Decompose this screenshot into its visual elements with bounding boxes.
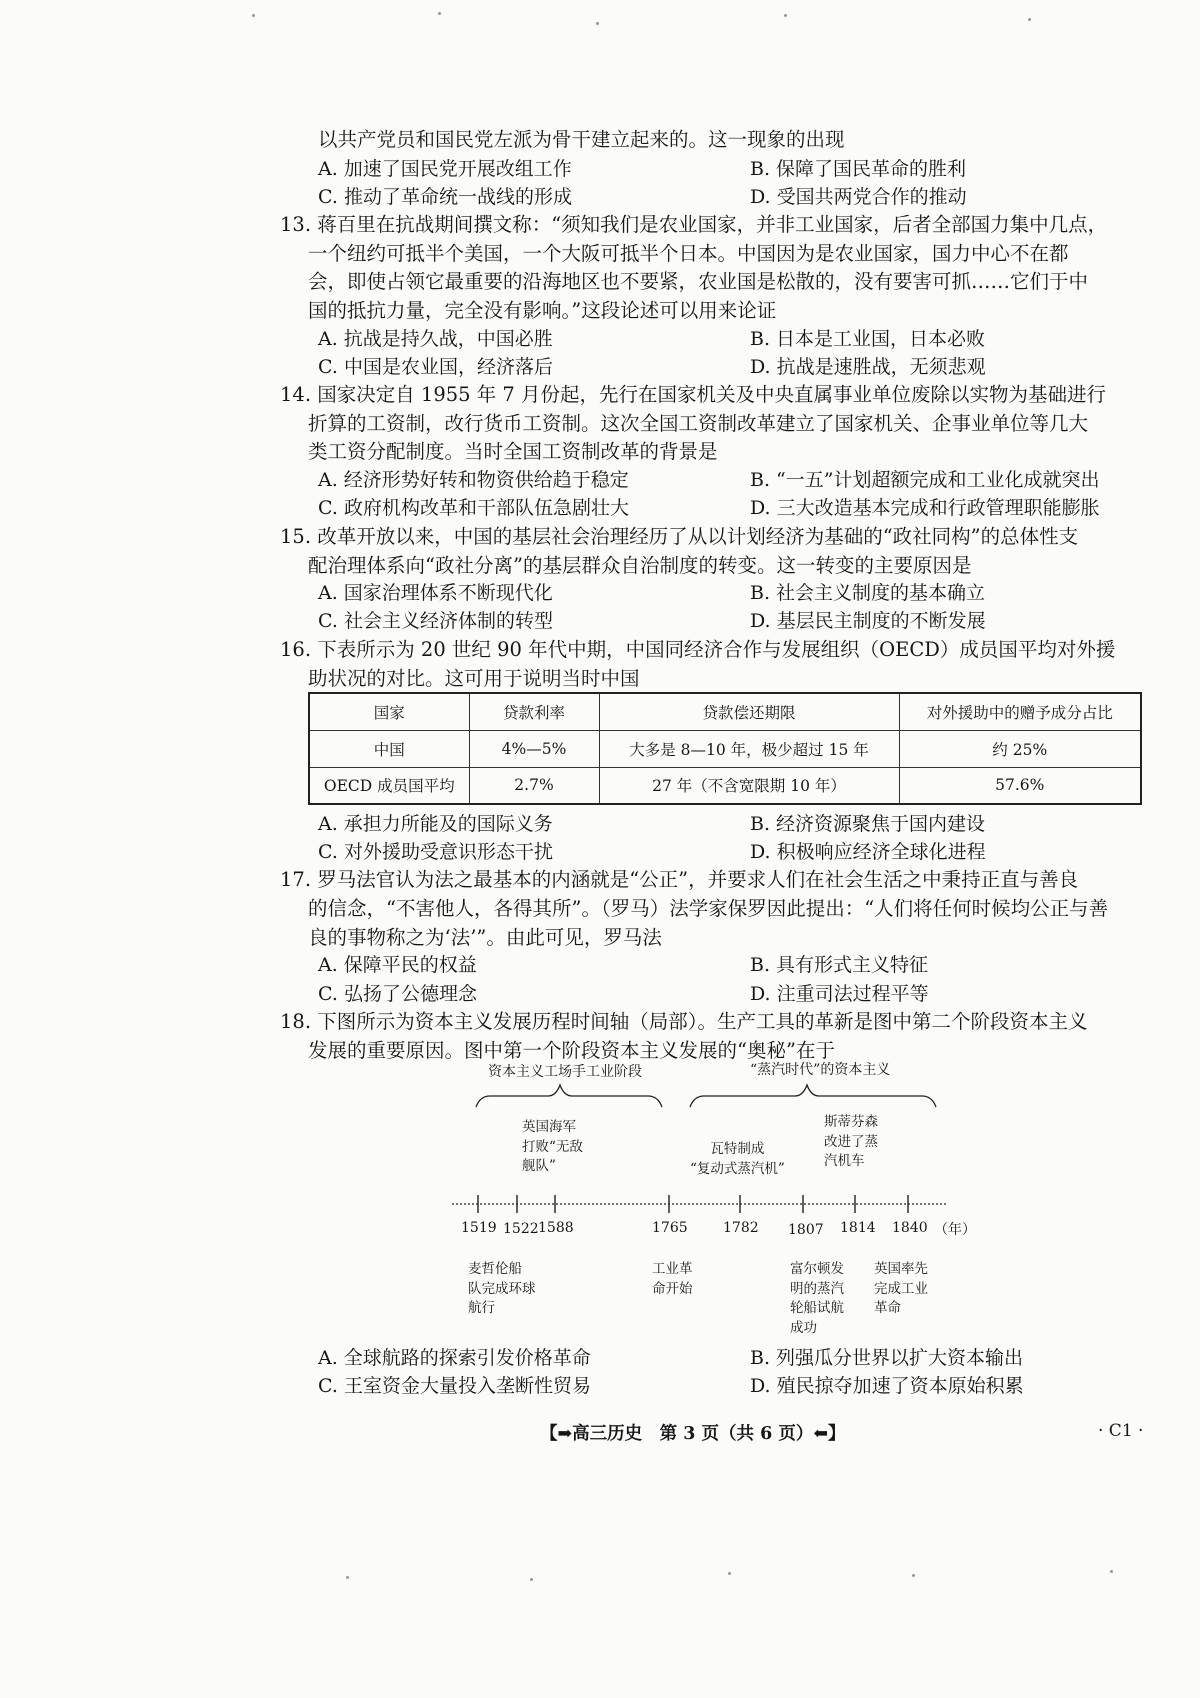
- year-label: 1765: [652, 1220, 688, 1236]
- aid-comparison-table: [308, 692, 1142, 805]
- table-cell: 27 年（不含宽限期 10 年）: [599, 767, 899, 804]
- scan-speck: [728, 1572, 731, 1575]
- option-d[interactable]: D. 受国共两党合作的推动: [750, 186, 967, 208]
- option-a[interactable]: A. 加速了国民党开展改组工作: [318, 158, 572, 180]
- event-text: 明的蒸汽: [790, 1280, 844, 1297]
- table-row: [309, 767, 1141, 804]
- option-b[interactable]: B. 具有形式主义特征: [750, 954, 929, 976]
- event-text: 富尔顿发: [790, 1261, 844, 1277]
- option-d[interactable]: D. 殖民掠夺加速了资本原始积累: [750, 1375, 1024, 1397]
- question-text-line: 类工资分配制度。当时全国工资制改革的背景是: [308, 440, 718, 463]
- option-b[interactable]: B. 保障了国民革命的胜利: [750, 158, 967, 180]
- option-c[interactable]: C. 社会主义经济体制的转型: [318, 610, 553, 632]
- year-label: 1519: [461, 1220, 497, 1236]
- event-1765-annotation: [652, 1260, 693, 1299]
- paper-code: · C1 ·: [1098, 1421, 1144, 1441]
- question-text-line: 国的抵抗力量，完全没有影响。”这段论述可以用来论证: [308, 299, 777, 322]
- option-a[interactable]: A. 保障平民的权益: [318, 954, 477, 976]
- event-text: 英国海军: [522, 1119, 576, 1135]
- question-text-line: 良的事物称之为‘法’”。由此可见，罗马法: [308, 926, 662, 949]
- page-footer: 【➡高三历史 第 3 页（共 6 页）⬅】: [540, 1424, 846, 1444]
- stage1-label: 资本主义工场手工业阶段: [488, 1064, 642, 1080]
- option-b[interactable]: B. “一五”计划超额完成和工业化成就突出: [750, 469, 1100, 491]
- question-text-line: 18. 下图所示为资本主义发展历程时间轴（局部）。生产工具的革新是图中第二个阶段资本主义: [280, 1010, 1088, 1033]
- question-text-line: 会，即使占领它最重要的沿海地区也不要紧，农业国是松散的，没有要害可抓……它们于中: [308, 270, 1089, 293]
- option-a[interactable]: A. 全球航路的探索引发价格革命: [318, 1347, 591, 1369]
- question-text-line: 配治理体系向“政社分离”的基层群众自治制度的转变。这一转变的主要原因是: [308, 554, 972, 577]
- event-1782-annotation: [690, 1140, 785, 1179]
- option-d[interactable]: D. 积极响应经济全球化进程: [750, 841, 986, 863]
- option-c[interactable]: C. 政府机构改革和干部队伍急剧壮大: [318, 497, 629, 519]
- question-text-line: 折算的工资制，改行货币工资制。这次全国工资制改革建立了国家机关、企事业单位等几大: [308, 412, 1089, 435]
- option-b[interactable]: B. 经济资源聚焦于国内建设: [750, 813, 986, 835]
- year-label: 1522: [503, 1221, 539, 1237]
- option-c[interactable]: C. 推动了革命统一战线的形成: [318, 186, 572, 208]
- stage2-brace: [690, 1085, 936, 1107]
- option-b[interactable]: B. 社会主义制度的基本确立: [750, 582, 986, 604]
- year-label: 1814: [840, 1220, 876, 1236]
- event-text: 汽机车: [824, 1153, 865, 1170]
- year-label: 1807: [788, 1222, 824, 1238]
- option-c[interactable]: C. 对外援助受意识形态干扰: [318, 841, 553, 863]
- stage1-brace: [476, 1085, 662, 1107]
- option-a[interactable]: A. 经济形势好转和物资供给趋于稳定: [318, 469, 629, 491]
- event-1588-annotation: [522, 1118, 583, 1177]
- year-label: 1782: [723, 1220, 759, 1236]
- event-text: “复动式蒸汽机”: [690, 1160, 785, 1177]
- table-cell: 大多是 8—10 年，极少超过 15 年: [599, 730, 899, 767]
- table-cell: 约 25%: [899, 730, 1141, 767]
- scan-speck: [784, 14, 787, 17]
- option-c[interactable]: C. 中国是农业国，经济落后: [318, 356, 553, 378]
- question-text-line: 以共产党员和国民党左派为骨干建立起来的。这一现象的出现: [318, 128, 845, 151]
- event-text: 成功: [790, 1319, 817, 1336]
- year-tick-marks: [478, 1195, 908, 1213]
- option-d[interactable]: D. 注重司法过程平等: [750, 983, 929, 1005]
- event-text: 轮船试航: [790, 1300, 844, 1317]
- question-text-line: 助状况的对比。这可用于说明当时中国: [308, 667, 640, 690]
- event-1840-annotation: [874, 1260, 928, 1319]
- event-text: 命开始: [652, 1280, 693, 1297]
- question-text-line: 17. 罗马法官认为法之最基本的内涵就是“公正”，并要求人们在社会生活之中秉持正直与善良: [280, 868, 1079, 891]
- question-text-line: 发展的重要原因。图中第一个阶段资本主义发展的“奥秘”在于: [308, 1039, 835, 1062]
- option-a[interactable]: A. 国家治理体系不断现代化: [318, 582, 553, 604]
- stage2-label: “蒸汽时代”的资本主义: [750, 1062, 891, 1078]
- event-text: 完成工业: [874, 1280, 928, 1297]
- event-text: 改进了蒸: [824, 1133, 878, 1150]
- table-cell: 2.7%: [469, 767, 599, 804]
- event-1807-annotation: [790, 1260, 844, 1338]
- table-row: [309, 730, 1141, 767]
- event-1519-annotation: [468, 1260, 536, 1319]
- table-header-cell: 贷款偿还期限: [599, 693, 899, 730]
- table-header-row: [309, 693, 1141, 730]
- event-1814-annotation: [824, 1113, 878, 1172]
- event-text: 麦哲伦船: [468, 1261, 522, 1277]
- option-d[interactable]: D. 三大改造基本完成和行政管理职能膨胀: [750, 497, 1100, 519]
- scan-speck: [346, 1576, 349, 1579]
- table-cell: OECD 成员国平均: [309, 767, 469, 804]
- table-cell: 4%—5%: [469, 730, 599, 767]
- scan-speck: [912, 1574, 915, 1577]
- option-b[interactable]: B. 日本是工业国，日本必败: [750, 328, 986, 350]
- table-cell: 中国: [309, 730, 469, 767]
- year-label: 1588: [538, 1220, 574, 1236]
- scan-speck: [438, 12, 441, 15]
- year-label: 1840: [892, 1220, 928, 1236]
- event-text: 瓦特制成: [710, 1141, 765, 1157]
- question-text-line: 14. 国家决定自 1955 年 7 月份起，先行在国家机关及中央直属事业单位废除以实物为基础进行: [280, 383, 1107, 406]
- scan-speck: [252, 14, 255, 17]
- event-text: 打败“无敌: [522, 1138, 583, 1155]
- table-cell: 57.6%: [899, 767, 1141, 804]
- event-text: 队完成环球: [468, 1280, 536, 1297]
- option-d[interactable]: D. 基层民主制度的不断发展: [750, 610, 986, 632]
- question-text-line: 16. 下表所示为 20 世纪 90 年代中期，中国同经济合作与发展组织（OECD）成员国平均对外援: [280, 638, 1116, 661]
- scan-speck: [1110, 1570, 1113, 1573]
- event-text: 革命: [874, 1300, 901, 1317]
- scan-speck: [596, 22, 599, 25]
- table-header-cell: 对外援助中的赠予成分占比: [899, 693, 1141, 730]
- event-text: 斯蒂芬森: [824, 1114, 878, 1130]
- option-c[interactable]: C. 王室资金大量投入垄断性贸易: [318, 1375, 591, 1397]
- event-text: 工业革: [652, 1261, 693, 1277]
- question-text-line: 的信念，“不害他人，各得其所”。（罗马）法学家保罗因此提出：“人们将任何时候均公正与善: [308, 897, 1109, 920]
- table-header-cell: 国家: [309, 693, 469, 730]
- question-text-line: 15. 改革开放以来，中国的基层社会治理经历了从以计划经济为基础的“政社同构”的总体性支: [280, 525, 1079, 548]
- scan-speck: [530, 1578, 533, 1581]
- option-b[interactable]: B. 列强瓜分世界以扩大资本输出: [750, 1347, 1024, 1369]
- event-text: 英国率先: [874, 1261, 928, 1277]
- question-text-line: 一个纽约可抵半个美国，一个大阪可抵半个日本。中国因为是农业国家，国力中心不在都: [308, 242, 1069, 265]
- option-a[interactable]: A. 抗战是持久战，中国必胜: [318, 328, 553, 350]
- scan-speck: [1028, 18, 1031, 21]
- option-c[interactable]: C. 弘扬了公德理念: [318, 983, 477, 1005]
- table-header-cell: 贷款利率: [469, 693, 599, 730]
- option-d[interactable]: D. 抗战是速胜战，无须悲观: [750, 356, 986, 378]
- year-unit-label: （年）: [934, 1222, 976, 1238]
- event-text: 航行: [468, 1300, 495, 1317]
- question-text-line: 13. 蒋百里在抗战期间撰文称：“须知我们是农业国家，并非工业国家，后者全部国力集中几点，: [280, 213, 1108, 236]
- option-a[interactable]: A. 承担力所能及的国际义务: [318, 813, 553, 835]
- event-text: 舰队”: [522, 1158, 556, 1175]
